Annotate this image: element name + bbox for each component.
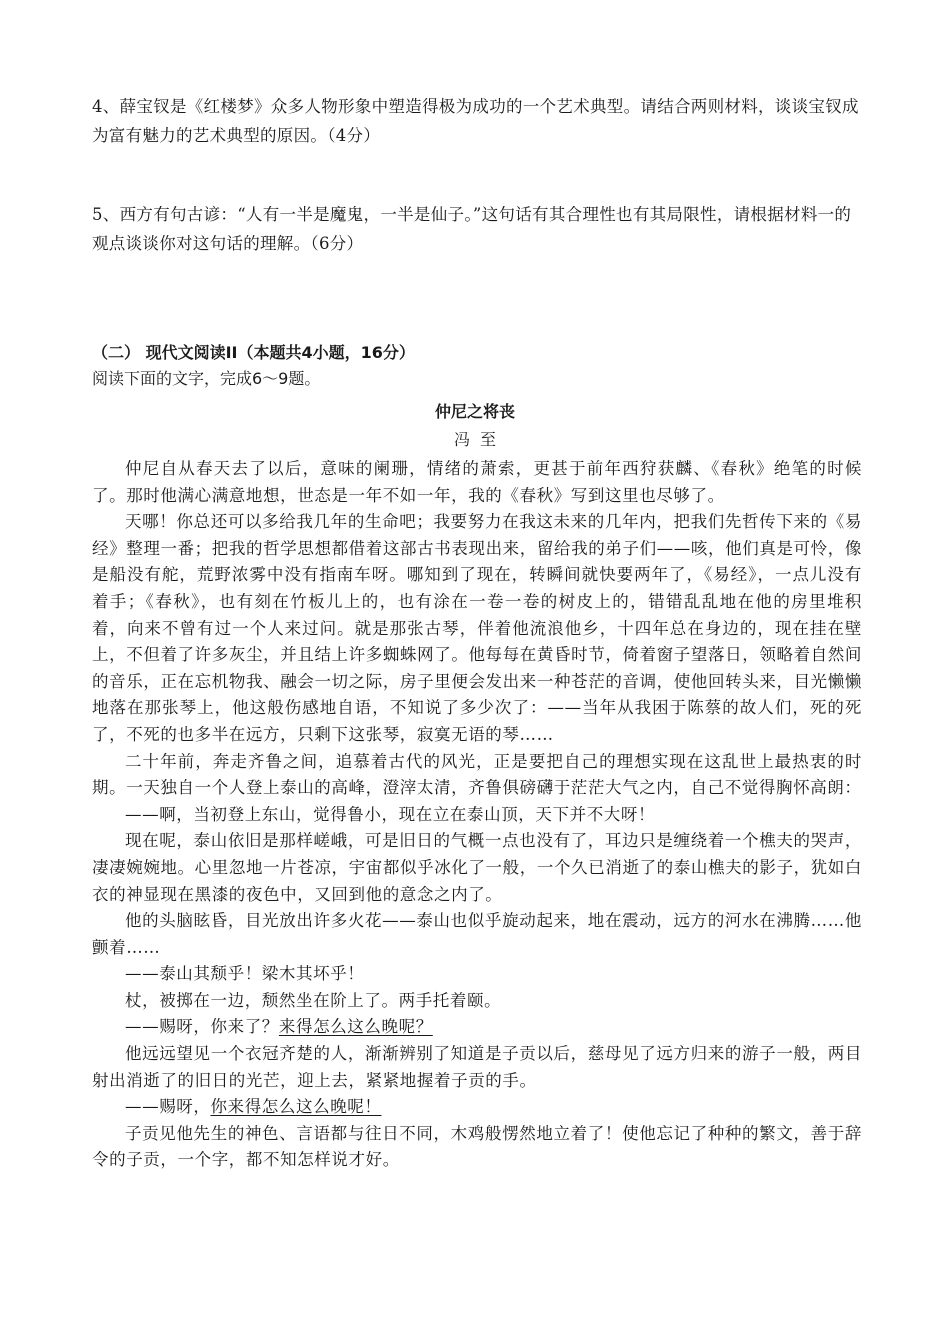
underlined-phrase: 来得怎么这么晚呢？ xyxy=(278,1017,433,1037)
paragraph: 二十年前，奔走齐鲁之间，追慕着古代的风光，正是要把自己的理想实现在这乱世上最热衷的时期。一天独自一个人登上泰山的高峰，澄滓太清，齐鲁俱磅礴于茫茫大气之内，自己不觉得胸怀高朗： xyxy=(92,751,862,798)
paragraph: ——泰山其颓乎！梁木其坏乎！ xyxy=(125,964,365,984)
paragraph: 子贡见他先生的神色、言语都与往日不同，木鸡般愣然地立着了！使他忘记了种种的繁文，善于辞令的子贡，一个字，都不知怎样说才好。 xyxy=(92,1123,862,1170)
paragraph: 仲尼自从春天去了以后，意味的阑珊，情绪的萧索，更甚于前年西狩获麟、《春秋》绝笔的时候了。那时他满心满意地想，世态是一年不如一年，我的《春秋》写到这里也尽够了。 xyxy=(92,459,862,505)
paragraph-underlined-2 xyxy=(92,1094,862,1121)
question-5: 5、西方有句古谚：“人有一半是魔鬼，一半是仙子。”这句话有其合理性也有其局限性，请根据材料一的观点谈谈你对这句话的理解。（6分） xyxy=(92,205,852,253)
paragraph: 他远远望见一个衣冠齐楚的人，渐渐辨别了知道是子贡以后，慈母见了远方归来的游子一般，两目射出消逝了的旧日的光芒，迎上去，紧紧地握着子贡的手。 xyxy=(92,1044,862,1090)
paragraph-underlined-1 xyxy=(92,1014,862,1041)
paragraph: ——啊，当初登上东山，觉得鲁小，现在立在泰山顶，天下并不大呀！ xyxy=(125,804,656,824)
essay-author: 冯至 xyxy=(453,430,506,449)
essay-title: 仲尼之将丧 xyxy=(434,402,515,421)
question-4: 4、薛宝钗是《红楼梦》众多人物形象中塑造得极为成功的一个艺术典型。请结合两则材料，谈谈宝钗成为富有魅力的艺术典型的原因。（4分） xyxy=(92,97,859,145)
paragraph: 杖，被掷在一边，颓然坐在阶上了。两手托着颐。 xyxy=(125,990,502,1010)
paragraph: 他的头脑眩昏，目光放出许多火花——泰山也似乎旋动起来，地在震动，远方的河水在沸腾……他颤着…… xyxy=(92,911,862,957)
paragraph-lead: ——赐呀，你来了？ xyxy=(125,1017,279,1037)
section-heading: （二） 现代文阅读II（本题共4小题，16分） xyxy=(92,343,415,362)
paragraph: 天哪！你总还可以多给我几年的生命吧；我要努力在我这未来的几年内，把我们先哲传下来的《易经》整理一番；把我的哲学思想都借着这部古书表现出来，留给我的弟子们——咳，他们真是可怜，像是船没有舵，荒野浓雾中没有指南车呀。哪知到了现在，转瞬间就快要两年了，《易经》，一点儿没有着手；《春秋》，也有刻在竹板儿上的，也有涂在一卷一卷的树皮上的，错错乱乱地在他的房里堆积着，向来不曾有过一个人来过问。就是那张古琴，伴着他流浪他乡，十四年总在身边的，现在挂在壁上，不但着了许多灰尘，并且结上许多蜘蛛网了。他每每在黄昏时节，倚着窗子望落日，领略着自然间的音乐，正在忘机物我、融会一切之际，房子里便会发出来一种苍茫的音调，使他回转头来，目光懒懒地落在那张琴上，他这般伤感地自语，不知说了多少次了：——当年从我困于陈蔡的故人们，死的死了，不死的也多半在远方，只剩下这张琴，寂寞无语的琴…… xyxy=(92,512,862,744)
paragraph: 现在呢，泰山依旧是那样嵯峨，可是旧日的气概一点也没有了，耳边只是缠绕着一个樵夫的哭声，凄凄婉婉地。心里忽地一片苍凉，宇宙都似乎冰化了一般，一个久已消逝了的泰山樵夫的影子，犹如白衣的神显现在黑漆的夜色中，又回到他的意念之内了。 xyxy=(92,831,862,904)
paragraph-lead: ——赐呀， xyxy=(125,1097,211,1117)
underlined-phrase: 你来得怎么这么晚呢！ xyxy=(210,1097,382,1117)
essay-body xyxy=(92,456,862,1174)
reading-instruction: 阅读下面的文字，完成6～9题。 xyxy=(92,369,321,388)
